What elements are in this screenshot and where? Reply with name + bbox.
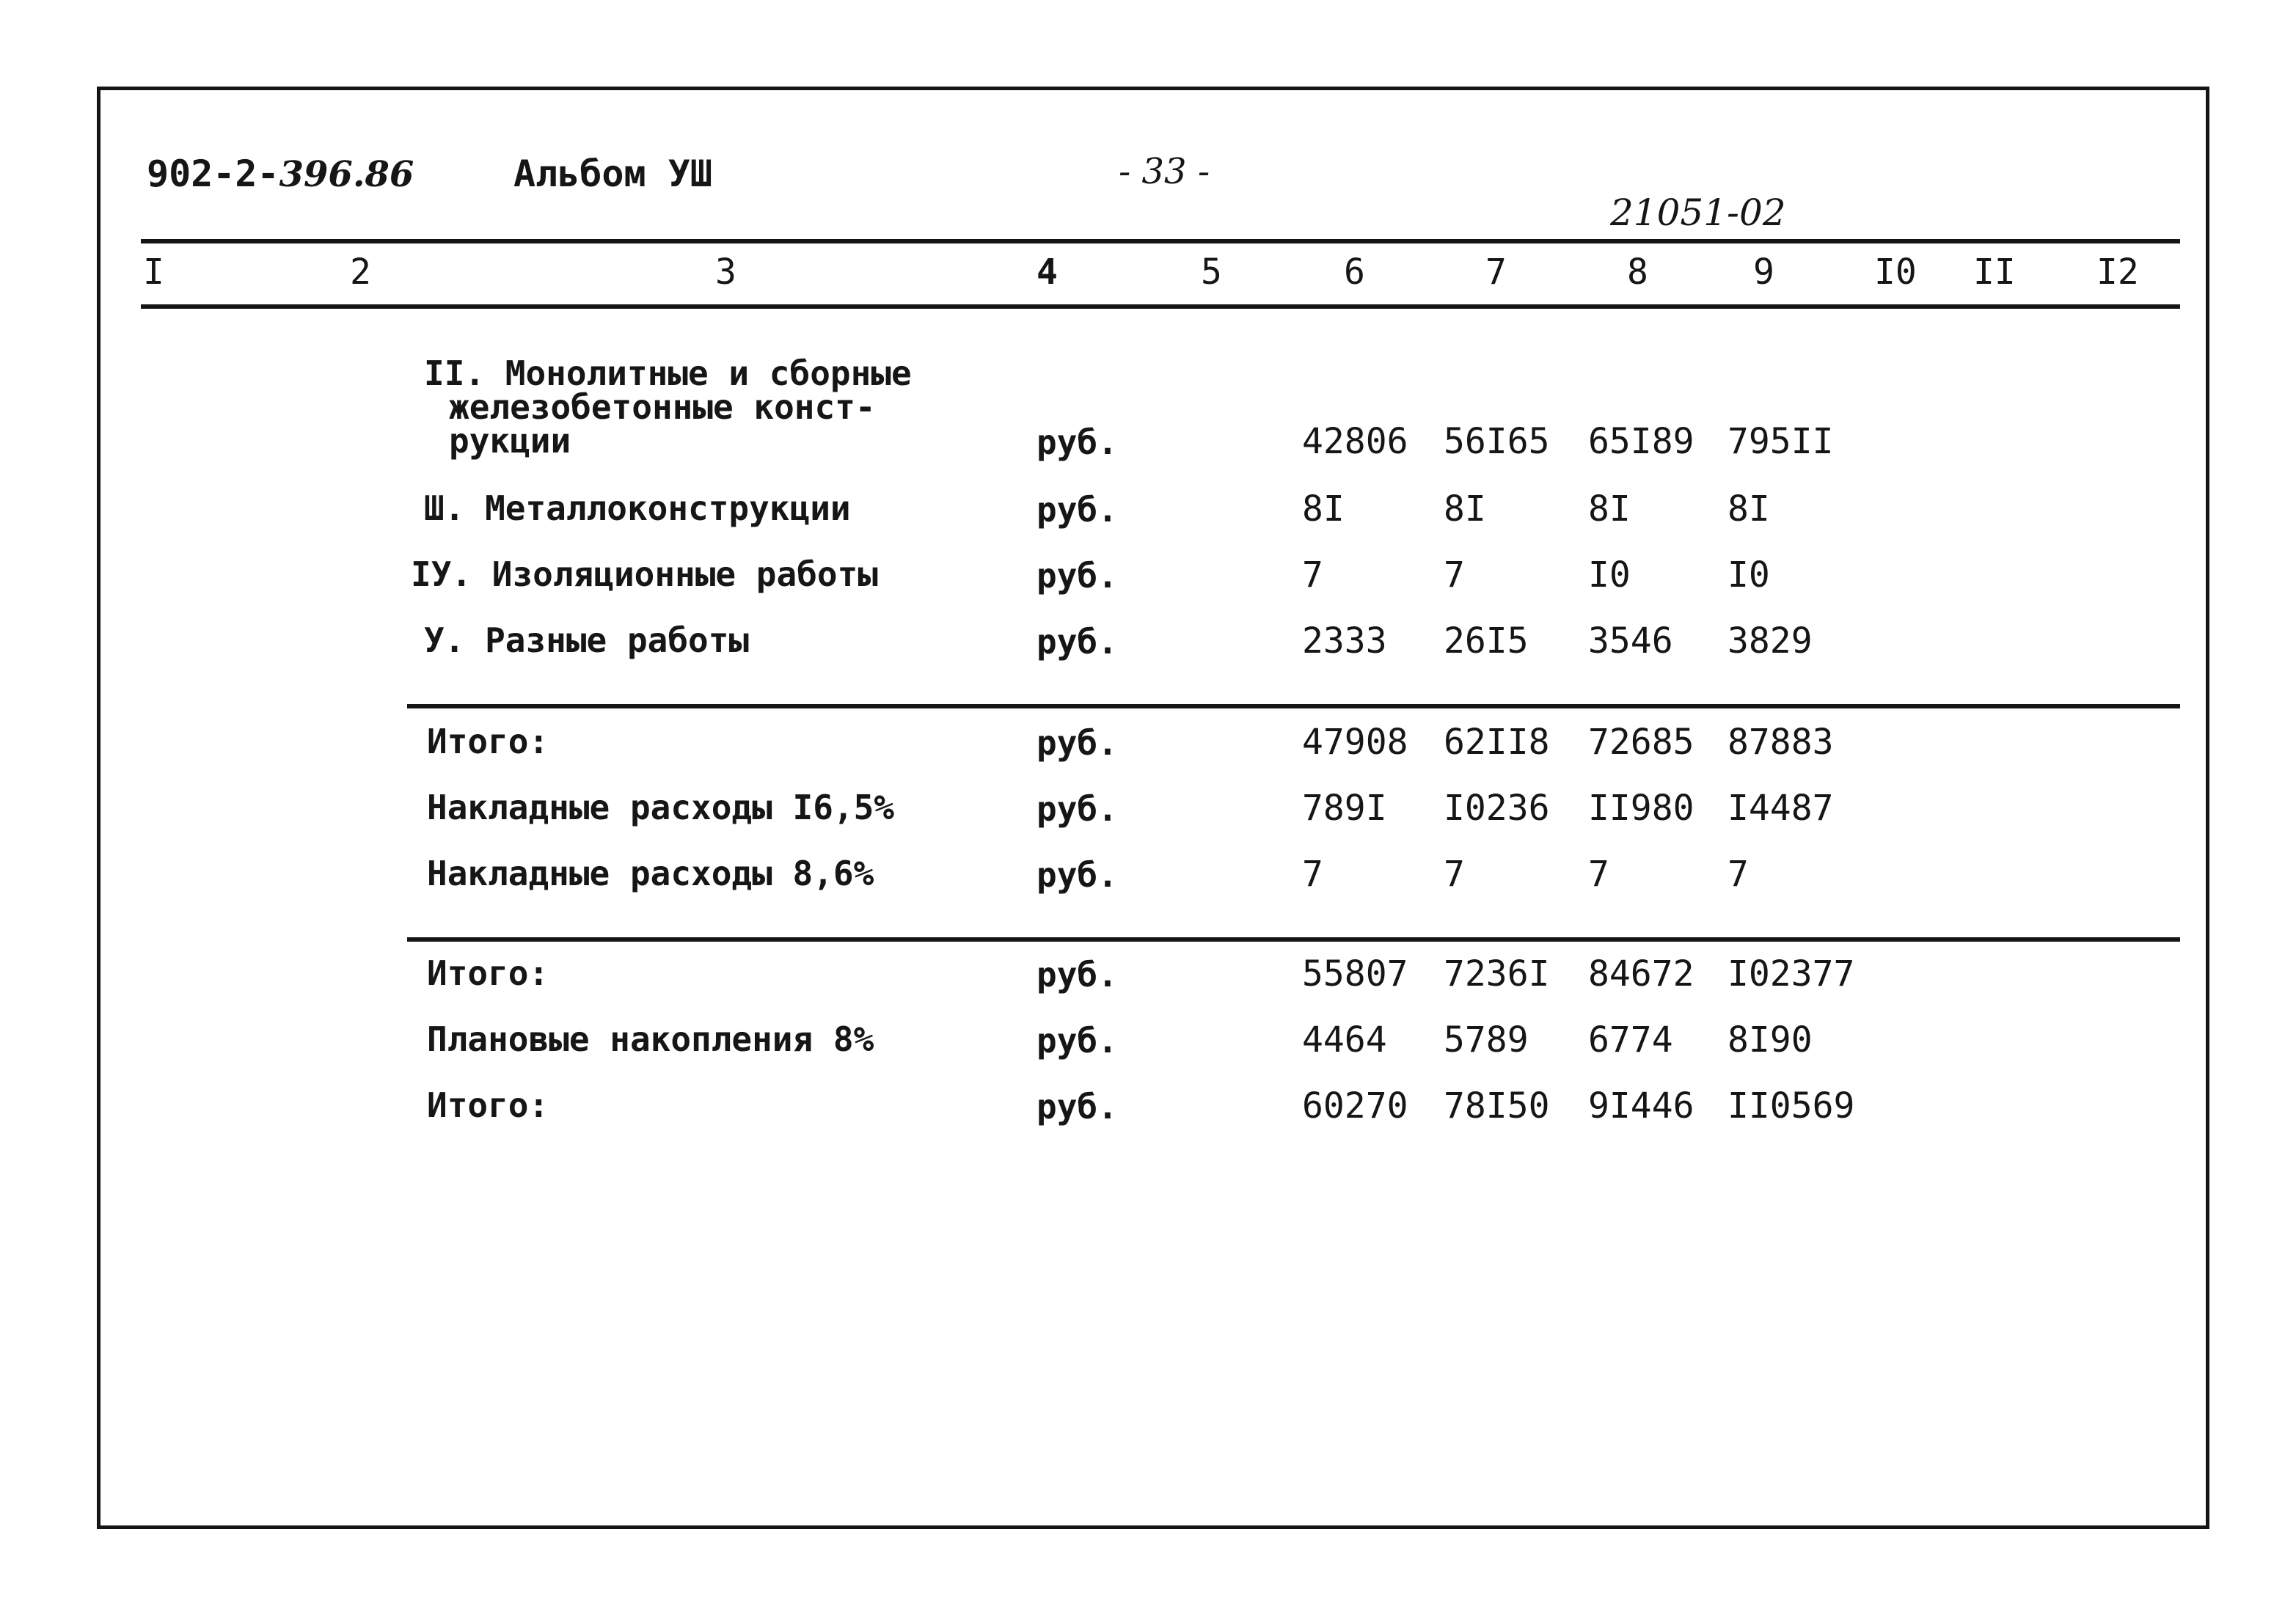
row-label: Ш. Металлоконструкции [424, 488, 851, 528]
value-col9: 795II [1728, 421, 1834, 462]
value-col6: 4464 [1302, 1019, 1387, 1060]
value-col7: 62II8 [1444, 722, 1550, 763]
row-label: Накладные расходы I6,5% [427, 788, 894, 827]
value-col8: 6774 [1588, 1019, 1673, 1060]
column-number: I0 [1874, 252, 1917, 293]
value-col6: 7 [1302, 554, 1323, 596]
value-col7: 7 [1444, 854, 1465, 895]
value-col8: 7 [1588, 854, 1609, 895]
column-number: 4 [1037, 252, 1058, 293]
value-col6: 789I [1302, 788, 1387, 829]
value-col9: I4487 [1728, 788, 1834, 829]
value-col9: 87883 [1728, 722, 1834, 763]
value-col9: 8I [1728, 488, 1770, 530]
page-number: - 33 - [1119, 151, 1210, 192]
value-col6: 55807 [1302, 953, 1408, 994]
row-unit: руб. [1037, 1087, 1118, 1126]
row-label: Итого: [427, 722, 549, 761]
column-number: 6 [1344, 252, 1365, 293]
album-title: Альбом УШ [513, 153, 712, 195]
value-col8: I0 [1588, 554, 1631, 596]
value-col7: 7 [1444, 554, 1465, 596]
column-number: II [1973, 252, 2016, 293]
series-handwritten: 396.86 [279, 154, 414, 195]
section-rule [407, 937, 2180, 942]
value-col8: 72685 [1588, 722, 1694, 763]
value-col7: 78I50 [1444, 1085, 1550, 1126]
row-unit: руб. [1037, 556, 1118, 596]
value-col8: 9I446 [1588, 1085, 1694, 1126]
row-unit: руб. [1037, 789, 1118, 829]
value-col6: 60270 [1302, 1085, 1408, 1126]
row-unit: руб. [1037, 490, 1118, 530]
row-label: IУ. Изоляционные работы [411, 554, 878, 594]
header-bottom-rule [141, 304, 2180, 309]
row-label: Плановые накопления 8% [427, 1019, 874, 1059]
column-number: 7 [1485, 252, 1507, 293]
row-unit: руб. [1037, 955, 1118, 994]
row-label: У. Разные работы [424, 620, 750, 660]
value-col9: 8I90 [1728, 1019, 1813, 1060]
column-number: 3 [715, 252, 736, 293]
value-col9: 7 [1728, 854, 1749, 895]
value-col6: 8I [1302, 488, 1345, 530]
value-col8: 3546 [1588, 620, 1673, 662]
value-col6: 7 [1302, 854, 1323, 895]
value-col9: I0 [1728, 554, 1770, 596]
value-col7: 8I [1444, 488, 1486, 530]
series-code [147, 153, 414, 195]
value-col6: 2333 [1302, 620, 1387, 662]
column-number: I2 [2096, 252, 2139, 293]
column-number: 9 [1753, 252, 1774, 293]
column-number: I [143, 252, 164, 293]
value-col7: 7236I [1444, 953, 1550, 994]
row-unit: руб. [1037, 855, 1118, 895]
document-code: 21051-02 [1610, 191, 1786, 234]
row-unit: руб. [1037, 422, 1118, 462]
row-label-line: железобетонные конст- [449, 387, 876, 427]
column-number: 2 [350, 252, 371, 293]
row-unit: руб. [1037, 723, 1118, 763]
column-number: 5 [1201, 252, 1222, 293]
page-frame [97, 87, 2209, 1529]
row-label-line: II. Монолитные и сборные [424, 353, 912, 393]
row-unit: руб. [1037, 622, 1118, 662]
header-top-rule [141, 239, 2180, 243]
value-col7: I0236 [1444, 788, 1550, 829]
value-col8: II980 [1588, 788, 1694, 829]
row-label-line: рукции [449, 421, 571, 461]
value-col6: 47908 [1302, 722, 1408, 763]
value-col9: II0569 [1728, 1085, 1855, 1126]
value-col8: 84672 [1588, 953, 1694, 994]
value-col7: 26I5 [1444, 620, 1529, 662]
value-col7: 56I65 [1444, 421, 1550, 462]
value-col6: 42806 [1302, 421, 1408, 462]
row-label: Итого: [427, 1085, 549, 1125]
row-label: Накладные расходы 8,6% [427, 854, 874, 893]
section-rule [407, 704, 2180, 708]
row-unit: руб. [1037, 1021, 1118, 1060]
value-col8: 8I [1588, 488, 1631, 530]
value-col9: 3829 [1728, 620, 1813, 662]
value-col8: 65I89 [1588, 421, 1694, 462]
value-col7: 5789 [1444, 1019, 1529, 1060]
column-number: 8 [1627, 252, 1648, 293]
series-prefix: 902-2- [147, 153, 279, 195]
value-col9: I02377 [1728, 953, 1855, 994]
row-label: Итого: [427, 953, 549, 993]
